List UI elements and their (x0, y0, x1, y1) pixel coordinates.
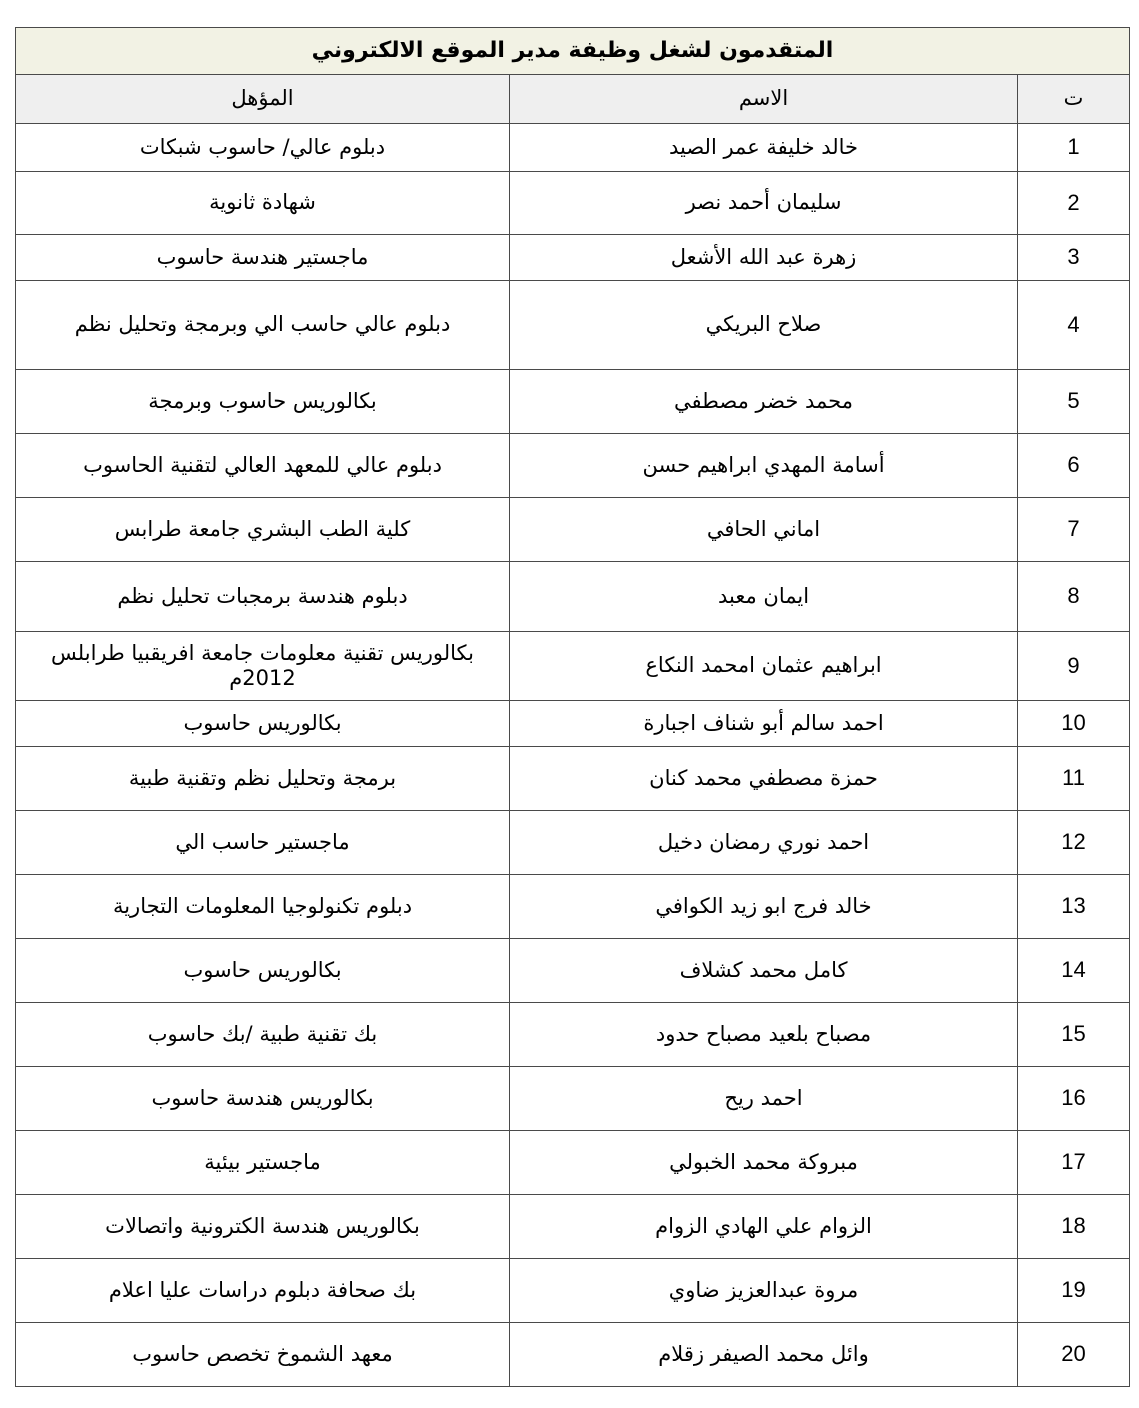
table-row (16, 172, 1130, 235)
applicant-name: سليمان أحمد نصر (510, 172, 1018, 235)
applicant-name: مبروكة محمد الخبولي (510, 1131, 1018, 1195)
row-number: 12 (1018, 811, 1130, 875)
applicant-name: مروة عبدالعزيز ضاوي (510, 1259, 1018, 1323)
table-row (16, 562, 1130, 632)
applicant-qualification: بك تقنية طبية /بك حاسوب (16, 1003, 510, 1067)
row-number: 18 (1018, 1195, 1130, 1259)
table-row (16, 811, 1130, 875)
applicant-qualification: معهد الشموخ تخصص حاسوب (16, 1323, 510, 1387)
row-number: 10 (1018, 701, 1130, 747)
table-row (16, 1323, 1130, 1387)
row-number: 19 (1018, 1259, 1130, 1323)
table-body (16, 124, 1130, 1387)
applicant-qualification: بكالوريس حاسوب (16, 701, 510, 747)
applicant-name: خالد فرج ابو زيد الكوافي (510, 875, 1018, 939)
header-name: الاسم (510, 75, 1018, 124)
header-row (16, 75, 1130, 124)
applicant-name: كامل محمد كشلاف (510, 939, 1018, 1003)
applicant-qualification: دبلوم عالي حاسب الي وبرمجة وتحليل نظم (16, 281, 510, 370)
table-row (16, 1003, 1130, 1067)
table-row (16, 747, 1130, 811)
applicant-qualification: بكالوريس هندسة حاسوب (16, 1067, 510, 1131)
applicant-name: اماني الحافي (510, 498, 1018, 562)
applicant-qualification: برمجة وتحليل نظم وتقنية طبية (16, 747, 510, 811)
applicant-qualification: بك صحافة دبلوم دراسات عليا اعلام (16, 1259, 510, 1323)
applicant-name: احمد ريح (510, 1067, 1018, 1131)
row-number: 1 (1018, 124, 1130, 172)
table-row (16, 281, 1130, 370)
row-number: 20 (1018, 1323, 1130, 1387)
title-row (16, 28, 1130, 75)
applicant-qualification: بكالوريس حاسوب وبرمجة (16, 370, 510, 434)
row-number: 13 (1018, 875, 1130, 939)
applicant-name: مصباح بلعيد مصباح حدود (510, 1003, 1018, 1067)
row-number: 6 (1018, 434, 1130, 498)
applicant-qualification: دبلوم هندسة برمجبات تحليل نظم (16, 562, 510, 632)
applicant-qualification: بكالوريس هندسة الكترونية واتصالات (16, 1195, 510, 1259)
applicant-name: صلاح البريكي (510, 281, 1018, 370)
applicant-qualification: شهادة ثانوية (16, 172, 510, 235)
table-row (16, 370, 1130, 434)
applicant-qualification: ماجستير هندسة حاسوب (16, 235, 510, 281)
table-row (16, 1067, 1130, 1131)
table-row (16, 1259, 1130, 1323)
applicant-qualification: بكالوريس حاسوب (16, 939, 510, 1003)
applicant-name: احمد نوري رمضان دخيل (510, 811, 1018, 875)
applicant-name: زهرة عبد الله الأشعل (510, 235, 1018, 281)
applicant-qualification: دبلوم عالي/ حاسوب شبكات (16, 124, 510, 172)
table-row (16, 498, 1130, 562)
row-number: 17 (1018, 1131, 1130, 1195)
row-number: 8 (1018, 562, 1130, 632)
table-row (16, 939, 1130, 1003)
applicant-name: احمد سالم أبو شناف اجبارة (510, 701, 1018, 747)
applicant-qualification: دبلوم عالي للمعهد العالي لتقنية الحاسوب (16, 434, 510, 498)
applicant-qualification: ماجستير بيئية (16, 1131, 510, 1195)
row-number: 2 (1018, 172, 1130, 235)
applicant-name: ابراهيم عثمان امحمد النكاع (510, 632, 1018, 701)
header-number: ت (1018, 75, 1130, 124)
applicant-name: حمزة مصطفي محمد كنان (510, 747, 1018, 811)
table-row (16, 875, 1130, 939)
row-number: 3 (1018, 235, 1130, 281)
table-row (16, 701, 1130, 747)
row-number: 15 (1018, 1003, 1130, 1067)
header-qualification: المؤهل (16, 75, 510, 124)
table-row (16, 632, 1130, 701)
applicants-document (15, 27, 1129, 1387)
row-number: 9 (1018, 632, 1130, 701)
applicant-name: الزوام علي الهادي الزوام (510, 1195, 1018, 1259)
applicants-table (15, 27, 1130, 1387)
applicant-name: محمد خضر مصطفي (510, 370, 1018, 434)
applicant-qualification: بكالوريس تقنية معلومات جامعة افريقبيا طرابلس 2012م (16, 632, 510, 701)
row-number: 7 (1018, 498, 1130, 562)
row-number: 14 (1018, 939, 1130, 1003)
table-row (16, 124, 1130, 172)
table-row (16, 434, 1130, 498)
applicant-qualification: كلية الطب البشري جامعة طرابس (16, 498, 510, 562)
applicant-name: خالد خليفة عمر الصيد (510, 124, 1018, 172)
applicant-name: أسامة المهدي ابراهيم حسن (510, 434, 1018, 498)
table-title: المتقدمون لشغل وظيفة مدير الموقع الالكتروني (16, 28, 1130, 75)
row-number: 5 (1018, 370, 1130, 434)
table-row (16, 235, 1130, 281)
applicant-name: ايمان معبد (510, 562, 1018, 632)
row-number: 16 (1018, 1067, 1130, 1131)
table-row (16, 1195, 1130, 1259)
row-number: 4 (1018, 281, 1130, 370)
applicant-name: وائل محمد الصيفر زقلام (510, 1323, 1018, 1387)
applicant-qualification: ماجستير حاسب الي (16, 811, 510, 875)
row-number: 11 (1018, 747, 1130, 811)
applicant-qualification: دبلوم تكنولوجيا المعلومات التجارية (16, 875, 510, 939)
table-row (16, 1131, 1130, 1195)
